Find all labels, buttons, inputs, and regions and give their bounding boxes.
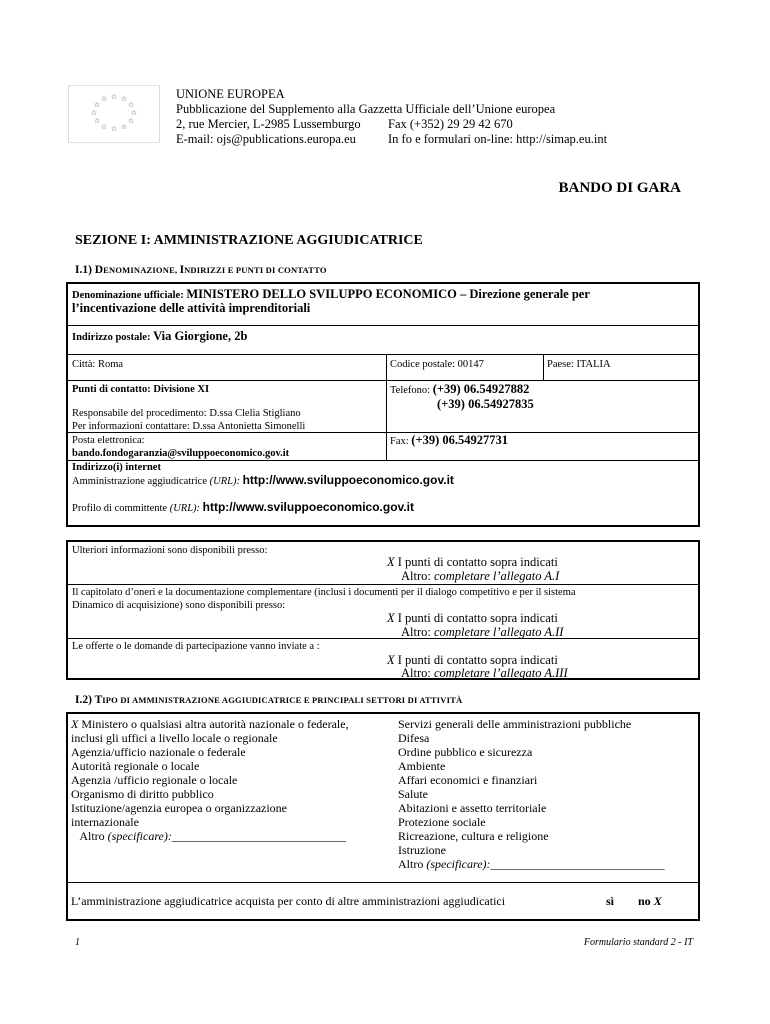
tipo-left-altro: Altro (specificare):_____________________________ <box>71 829 346 843</box>
header-fax: Fax (+352) 29 29 42 670 <box>388 117 513 131</box>
svg-text:☆: ☆ <box>110 93 118 101</box>
si-option[interactable]: sì <box>606 894 615 908</box>
tipo-left-list <box>71 717 349 843</box>
internet-label: Indirizzo(i) internet <box>72 462 161 473</box>
settore-item: Abitazioni e assetto territoriale <box>398 801 547 815</box>
profilo-url-link[interactable]: http://www.sviluppoeconomico.gov.it <box>202 500 414 514</box>
tipo-left-item: inclusi gli uffici a livello locale o regionale <box>71 731 278 745</box>
tipo-left-item: internazionale <box>71 815 139 829</box>
svg-text:☆: ☆ <box>127 117 135 125</box>
settore-item: Affari economici e finanziari <box>398 773 538 787</box>
capitolato-opt2: Altro: completare l’allegato A.II <box>401 625 564 639</box>
svg-text:☆: ☆ <box>130 109 138 117</box>
tipo-left-item: Istituzione/agenzia europea o organizzazione <box>71 801 288 815</box>
settore-item: Istruzione <box>398 843 446 857</box>
contact-box <box>66 282 700 527</box>
svg-text:☆: ☆ <box>100 95 108 103</box>
citta: Città: Roma <box>72 359 124 370</box>
tipo-left-item: Agenzia/ufficio nazionale o federale <box>71 745 246 759</box>
posta-label: Posta elettronica: <box>72 435 145 446</box>
posta-value[interactable]: bando.fondogaranzia@sviluppoeconomico.gov.it <box>72 448 290 459</box>
settore-item: Servizi generali delle amministrazioni pubbliche <box>398 717 632 731</box>
telefono-2: (+39) 06.54927835 <box>437 397 534 411</box>
informazioni: Per informazioni contattare: D.ssa Antonietta Simonelli <box>72 421 306 432</box>
form-label: Formulario standard 2 - IT <box>583 937 693 948</box>
tipo-left-item: X Ministero o qualsiasi altra autorità nazionale o federale, <box>71 717 349 731</box>
eu-flag-logo <box>68 85 160 143</box>
ulteriori-opt2: Altro: completare l’allegato A.I <box>401 569 560 583</box>
tipo-left-item: Autorità regionale o locale <box>71 759 200 773</box>
svg-text:☆: ☆ <box>93 101 101 109</box>
svg-text:☆: ☆ <box>120 123 128 131</box>
subheading-i2: I.2) TIPO DI AMMINISTRAZIONE AGGIUDICATRICE E PRINCIPALI SETTORI DI ATTIVITÀ <box>75 694 463 706</box>
settore-item: Difesa <box>398 731 430 745</box>
header-info: In fo e formulari on-line: http://simap.eu.int <box>388 132 608 146</box>
indirizzo-line: Indirizzo postale: Via Giorgione, 2b <box>72 329 248 343</box>
no-option[interactable]: no X <box>638 894 662 908</box>
settore-item: Ambiente <box>398 759 446 773</box>
paese: Paese: ITALIA <box>547 359 611 370</box>
header-publication: Pubblicazione del Supplemento alla Gazzetta Ufficiale dell’Unione europea <box>176 102 556 116</box>
subheading-i1: I.1) DENOMINAZIONE, INDIRIZZI E PUNTI DI CONTATTO <box>75 264 327 276</box>
svg-text:☆: ☆ <box>110 125 118 133</box>
offerte-opt1: X I punti di contatto sopra indicati <box>387 653 558 667</box>
page-number: 1 <box>75 937 80 948</box>
amm-url-link[interactable]: http://www.sviluppoeconomico.gov.it <box>242 473 454 487</box>
tipo-left-item: Organismo di diritto pubblico <box>71 787 214 801</box>
tipo-right-list <box>398 717 665 871</box>
denominazione-value-2: l’incentivazione delle attività imprenditoriali <box>72 301 311 315</box>
header-email: E-mail: ojs@publications.europa.eu <box>176 132 356 146</box>
svg-text:☆: ☆ <box>90 109 98 117</box>
settore-item: Salute <box>398 787 428 801</box>
svg-text:☆: ☆ <box>100 123 108 131</box>
svg-text:☆: ☆ <box>120 95 128 103</box>
denominazione-line: Denominazione ufficiale: MINISTERO DELLO SVILUPPO ECONOMICO – Direzione generale per <box>72 287 590 301</box>
offerte-opt2: Altro: completare l’allegato A.III <box>401 666 568 680</box>
header-address: 2, rue Mercier, L-2985 Lussemburgo <box>176 117 361 131</box>
amm-url-line: Amministrazione aggiudicatrice (URL): http://www.sviluppoeconomico.gov.it <box>72 473 454 487</box>
ulteriori-opt1: X I punti di contatto sopra indicati <box>387 555 558 569</box>
ulteriori-label: Ulteriori informazioni sono disponibili presso: <box>72 545 268 556</box>
settore-item: Protezione sociale <box>398 815 486 829</box>
svg-text:☆: ☆ <box>93 117 101 125</box>
settore-item: Ricreazione, cultura e religione <box>398 829 549 843</box>
fax-line: Fax: (+39) 06.54927731 <box>390 433 508 447</box>
tipo-left-item: Agenzia /ufficio regionale o locale <box>71 773 238 787</box>
svg-text:☆: ☆ <box>127 101 135 109</box>
responsabile: Responsabile del procedimento: D.ssa Clelia Stigliano <box>72 408 301 419</box>
section-title: SEZIONE I: AMMINISTRAZIONE AGGIUDICATRICE <box>75 233 423 248</box>
capitolato-label-2: Dinamico di acquisizione) sono disponibili presso: <box>72 600 286 611</box>
punti-contatto: Punti di contatto: Divisione XI <box>72 384 210 395</box>
conto-altre: L’amministrazione aggiudicatrice acquista per conto di altre amministrazioni aggiudicatici <box>71 894 506 908</box>
header-org: UNIONE EUROPEA <box>176 87 285 101</box>
offerte-label: Le offerte o le domande di partecipazione vanno inviate a : <box>72 641 320 652</box>
capitolato-opt1: X I punti di contatto sopra indicati <box>387 611 558 625</box>
settore-altro: Altro (specificare):_____________________________ <box>398 857 665 871</box>
telefono-line: Telefono: (+39) 06.54927882 <box>390 382 530 396</box>
capitolato-label-1: Il capitolato d’oneri e la documentazione complementare (inclusi i documenti per il dialogo competitivo e per il sistema <box>72 587 576 598</box>
document-title: BANDO DI GARA <box>558 180 681 196</box>
settore-item: Ordine pubblico e sicurezza <box>398 745 533 759</box>
tipo-box <box>66 712 700 921</box>
profilo-url-line: Profilo di committente (URL): http://www.sviluppoeconomico.gov.it <box>72 500 414 514</box>
ulteriori-box <box>66 540 700 680</box>
codice-postale: Codice postale: 00147 <box>390 359 484 370</box>
